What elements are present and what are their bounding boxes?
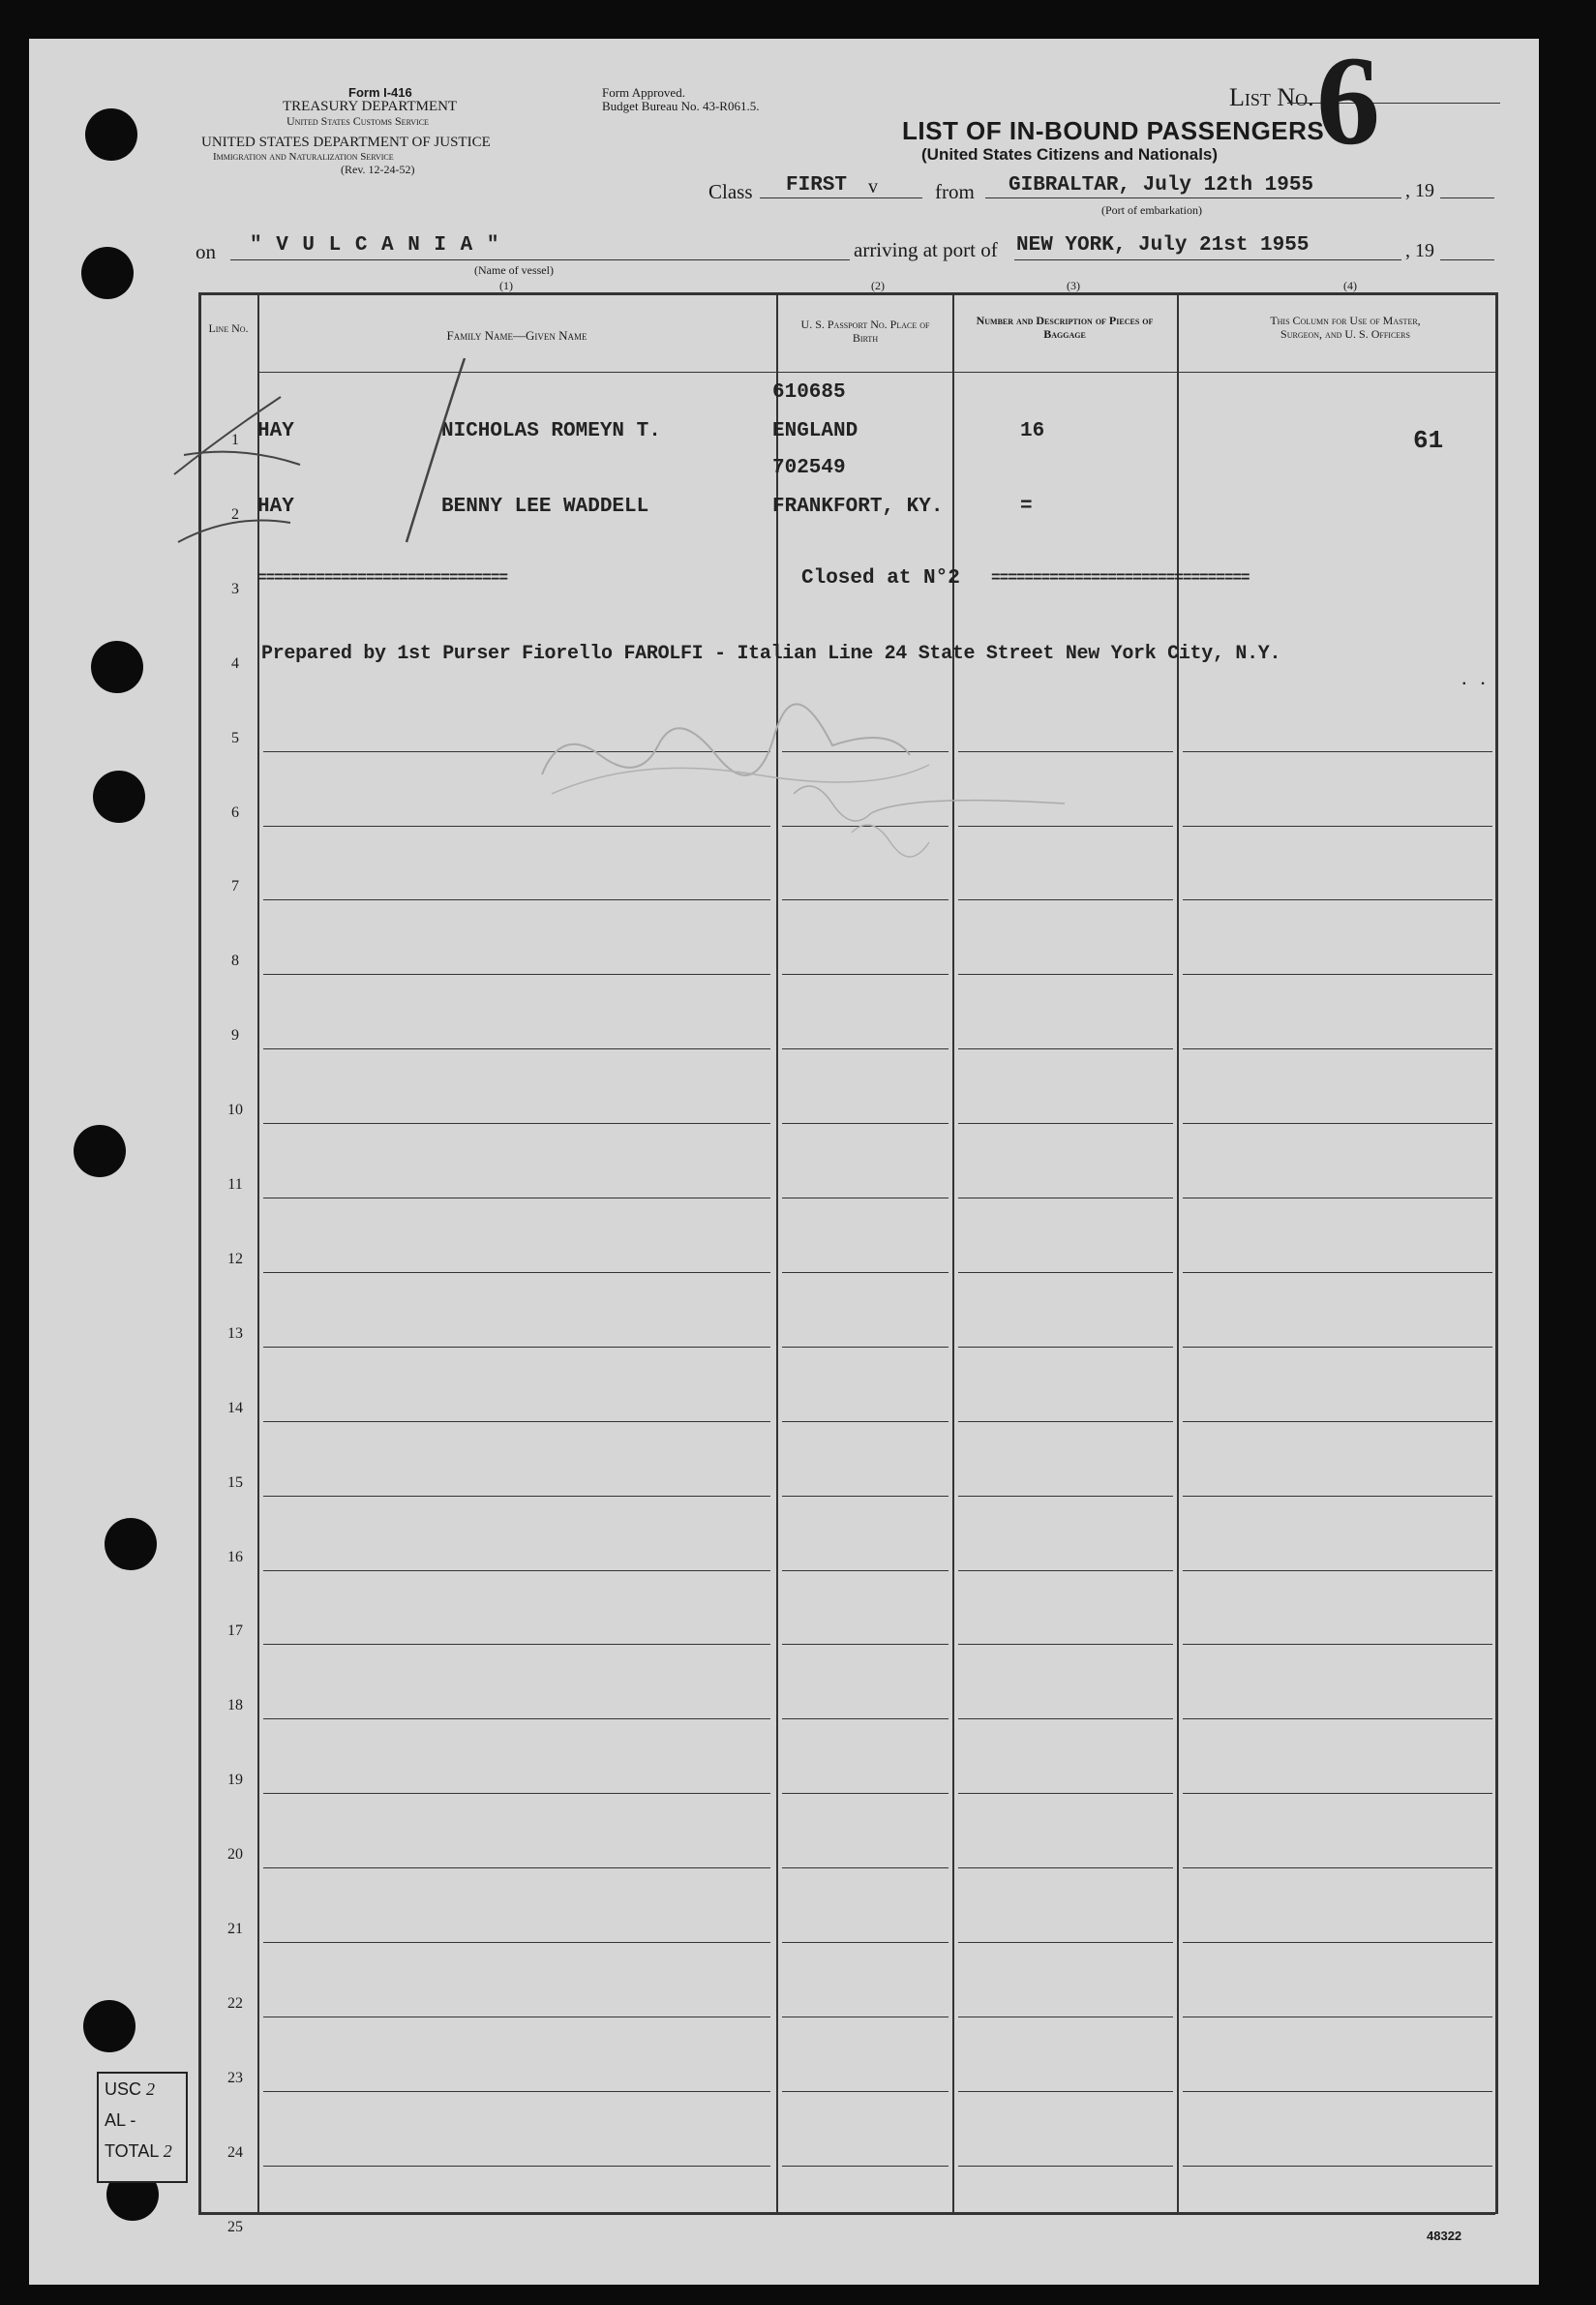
row-rule	[958, 2166, 1173, 2167]
vessel-line	[230, 259, 850, 260]
row-number: 19	[227, 1772, 243, 1788]
row-number: 15	[227, 1474, 243, 1491]
closed-notice: Closed at N°2	[801, 567, 960, 590]
row-number: 14	[227, 1400, 243, 1416]
row-rule	[958, 1347, 1173, 1348]
form-title: LIST OF IN-BOUND PASSENGERS	[902, 116, 1325, 145]
row-rule	[1183, 1942, 1492, 1943]
row-number: 13	[227, 1325, 243, 1342]
row-rule	[782, 1272, 949, 1273]
row-rule	[958, 1123, 1173, 1124]
punch-hole	[81, 247, 134, 299]
row-rule	[1183, 1048, 1492, 1049]
pencil-signature	[523, 697, 1084, 871]
baggage-count-1: 16	[1020, 420, 1045, 442]
passport-heading: U. S. Passport No. Place of Birth	[800, 318, 930, 345]
row-rule	[263, 899, 770, 900]
row-rule	[958, 2091, 1173, 2092]
arriving-line	[1014, 259, 1401, 260]
list-number: 6	[1316, 29, 1380, 171]
row-rule	[1183, 1272, 1492, 1273]
row-rule	[782, 1421, 949, 1422]
justice-dept: UNITED STATES DEPARTMENT OF JUSTICE	[201, 135, 491, 150]
row-rule	[1183, 1570, 1492, 1571]
row-rule	[958, 1644, 1173, 1645]
row-rule	[782, 1867, 949, 1868]
row-rule	[263, 1421, 770, 1422]
handwritten-check-marks	[165, 358, 484, 552]
row-rule	[1183, 751, 1492, 752]
row-rule	[1183, 1347, 1492, 1348]
signature-stroke	[552, 765, 929, 794]
row-rule	[958, 1867, 1173, 1868]
year-line-2	[1440, 259, 1494, 260]
trailing-dots: . .	[1460, 672, 1488, 689]
form-subtitle: (United States Citizens and Nationals)	[921, 145, 1219, 164]
class-value: FIRST	[786, 174, 848, 197]
signature-stroke	[852, 825, 929, 857]
col-num-4: (4)	[1343, 279, 1357, 292]
row-number: 25	[227, 2219, 243, 2235]
row-rule	[1183, 826, 1492, 827]
class-mark: v	[868, 176, 878, 197]
row-rule	[958, 1718, 1173, 1719]
col-num-3: (3)	[1067, 279, 1080, 292]
ins-service: Immigration and Naturalization Service	[213, 151, 394, 163]
row-rule	[1183, 1421, 1492, 1422]
row-rule	[263, 1048, 770, 1049]
row-rule	[782, 974, 949, 975]
punch-hole	[83, 2000, 136, 2052]
check-stroke	[407, 358, 465, 542]
row-rule	[782, 1718, 949, 1719]
baggage-heading: Number and Description of Pieces of Baggage	[976, 314, 1154, 341]
row-rule	[782, 1496, 949, 1497]
on-label: on	[196, 240, 216, 263]
birthplace-2: FRANKFORT, KY.	[772, 496, 944, 518]
row-rule	[958, 1421, 1173, 1422]
row-rule	[1183, 1644, 1492, 1645]
stamp-row	[105, 2105, 186, 2136]
signature-stroke	[542, 704, 910, 775]
row-rule	[958, 1272, 1173, 1273]
check-stroke	[178, 521, 290, 543]
row-rule	[263, 2166, 770, 2167]
row-rule	[958, 1570, 1173, 1571]
footer-code: 48322	[1427, 2229, 1462, 2243]
stamp-label-usc: USC	[105, 2079, 142, 2099]
row-rule	[263, 1570, 770, 1571]
vessel-caption: (Name of vessel)	[474, 263, 554, 277]
name-heading: Family Name—Given Name	[446, 328, 587, 343]
check-stroke	[174, 397, 281, 474]
row-rule	[958, 1496, 1173, 1497]
row-rule	[263, 1347, 770, 1348]
row-rule	[782, 2166, 949, 2167]
row-rule	[1183, 2091, 1492, 2092]
punch-hole	[74, 1125, 126, 1177]
stamp-value-al: -	[130, 2110, 136, 2130]
passport-number-2: 702549	[772, 457, 846, 479]
row-number: 24	[227, 2144, 243, 2161]
class-label: Class	[708, 180, 753, 203]
punch-hole	[93, 771, 145, 823]
row-rule	[958, 974, 1173, 975]
closed-rule-left: ==============================	[257, 569, 508, 587]
row-number: 9	[231, 1027, 239, 1044]
treasury-dept: TREASURY DEPARTMENT	[283, 99, 458, 114]
row-number: 5	[231, 730, 239, 746]
table-top-border	[198, 292, 1495, 295]
row-rule	[263, 1496, 770, 1497]
row-rule	[958, 1048, 1173, 1049]
row-number: 12	[227, 1251, 243, 1267]
list-no-label: List No.	[1229, 83, 1314, 111]
signature-stroke	[794, 786, 1065, 821]
row-number: 18	[227, 1697, 243, 1714]
row-number: 8	[231, 953, 239, 969]
row-number: 10	[227, 1102, 243, 1118]
row-rule	[958, 1793, 1173, 1794]
row-rule	[1183, 974, 1492, 975]
family-name-2: HAY	[257, 496, 294, 518]
row-rule	[1183, 2166, 1492, 2167]
row-rule	[1183, 1123, 1492, 1124]
row-rule	[782, 1570, 949, 1571]
row-rule	[782, 1942, 949, 1943]
punch-hole	[105, 1518, 157, 1570]
form-approved: Form Approved.	[602, 85, 685, 100]
col-num-2: (2)	[871, 279, 885, 292]
row-number: 11	[227, 1176, 243, 1193]
budget-bureau: Budget Bureau No. 43-R061.5.	[602, 99, 760, 113]
row-rule	[263, 974, 770, 975]
prepared-by-note: Prepared by 1st Purser Fiorello FAROLFI - Italian Line 24 State Street New York City, N.Y.	[261, 643, 1281, 665]
row-number: 22	[227, 1995, 243, 2012]
from-value: GIBRALTAR, July 12th 1955	[1009, 174, 1314, 197]
punch-hole	[85, 108, 137, 161]
passport-number-1: 610685	[772, 381, 846, 404]
revision: (Rev. 12-24-52)	[341, 163, 415, 176]
row-number: 1	[231, 432, 239, 448]
row-rule	[263, 1644, 770, 1645]
row-rule	[782, 2091, 949, 2092]
punch-hole	[91, 641, 143, 693]
stamp-label-total: TOTAL	[105, 2141, 159, 2161]
row-rule	[1183, 899, 1492, 900]
given-name-2: BENNY LEE WADDELL	[441, 496, 649, 518]
row-rule	[263, 1718, 770, 1719]
row-number: 17	[227, 1623, 243, 1639]
port-embarkation-caption: (Port of embarkation)	[1101, 203, 1202, 217]
name-col-divider	[776, 292, 778, 2214]
col-num-1: (1)	[499, 279, 513, 292]
table-bottom-border	[198, 2212, 1495, 2215]
row-rule	[782, 899, 949, 900]
vessel-name: " V U L C A N I A "	[250, 234, 500, 257]
birthplace-1: ENGLAND	[772, 420, 858, 442]
row-number: 16	[227, 1549, 243, 1565]
row-number: 2	[231, 506, 239, 523]
row-number: 6	[231, 804, 239, 821]
row-rule	[782, 1793, 949, 1794]
given-name-1: NICHOLAS ROMEYN T.	[441, 420, 661, 442]
stamp-value-usc: 2	[146, 2079, 156, 2099]
year-suffix-2: , 19	[1405, 240, 1434, 261]
row-rule	[263, 1793, 770, 1794]
row-number: 4	[231, 655, 239, 672]
row-rule	[263, 1272, 770, 1273]
row-rule	[263, 2091, 770, 2092]
stamp-value-total: 2	[163, 2141, 172, 2161]
row-number: 3	[231, 581, 239, 597]
year-suffix-1: , 19	[1405, 180, 1434, 201]
table-left-border	[198, 292, 201, 2214]
closed-rule-right: ===============================	[991, 569, 1250, 587]
stamp-row	[105, 2074, 186, 2105]
row-rule	[263, 1942, 770, 1943]
arriving-label: arriving at port of	[854, 238, 998, 261]
row-rule	[1183, 1718, 1492, 1719]
table-right-border	[1495, 292, 1498, 2214]
family-name-1: HAY	[257, 420, 294, 442]
row-rule	[782, 1048, 949, 1049]
row-number: 21	[227, 1921, 243, 1937]
row-rule	[782, 1123, 949, 1124]
class-line	[760, 197, 922, 198]
year-line-1	[1440, 197, 1494, 198]
arrival-value: NEW YORK, July 21st 1955	[1016, 234, 1310, 257]
row-number: 20	[227, 1846, 243, 1863]
row-rule	[1183, 1793, 1492, 1794]
tally-stamp	[97, 2072, 188, 2183]
baggage-count-2: =	[1020, 496, 1033, 518]
check-stroke	[184, 452, 300, 465]
row-number: 7	[231, 878, 239, 895]
line-no-heading: Line No.	[208, 321, 249, 335]
form-number: Form I-416	[348, 85, 412, 100]
from-line	[985, 197, 1401, 198]
officer-note-1: 61	[1413, 426, 1444, 455]
row-rule	[1183, 1867, 1492, 1868]
row-rule	[263, 1123, 770, 1124]
officers-heading: This Column for Use of Master, Surgeon, and U. S. Officers	[1270, 314, 1421, 341]
stamp-row	[105, 2136, 186, 2167]
stamp-label-al: AL	[105, 2110, 126, 2130]
row-rule	[782, 1644, 949, 1645]
from-label: from	[935, 180, 975, 203]
row-number: 23	[227, 2070, 243, 2086]
row-rule	[782, 1347, 949, 1348]
row-rule	[958, 1942, 1173, 1943]
row-rule	[1183, 1496, 1492, 1497]
row-rule	[958, 899, 1173, 900]
customs-service: United States Customs Service	[286, 114, 429, 128]
row-rule	[263, 1867, 770, 1868]
